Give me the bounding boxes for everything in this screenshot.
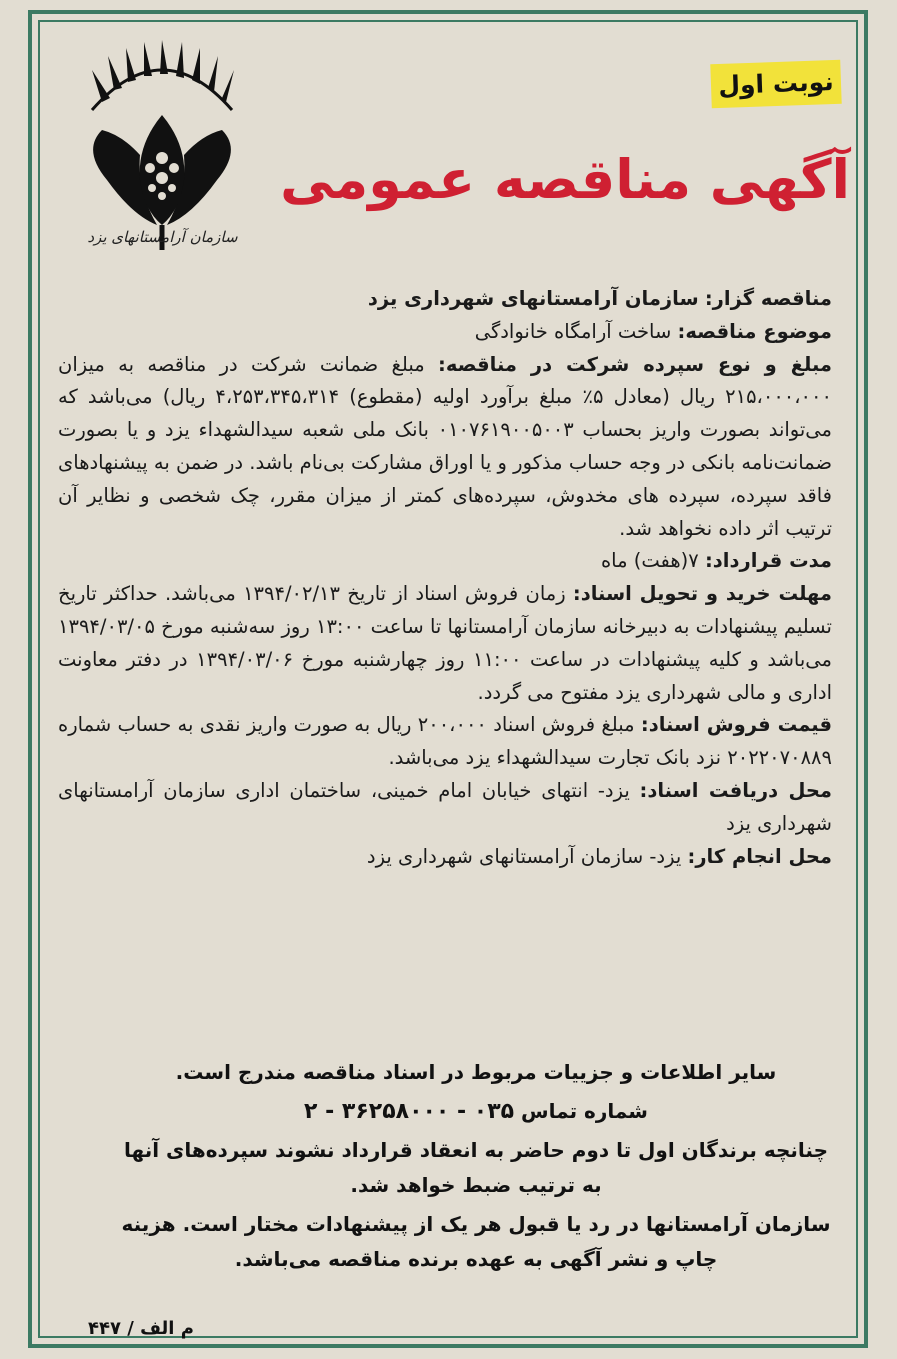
rights-note: سازمان آرامستانها در رد یا قبول هر یک از پیشنهادات مختار است. هزینه چاپ و نشر آگهی به عهده برنده مناقصه می‌باشد. [121,1212,831,1271]
deadline-label: مهلت خرید و تحویل اسناد: [572,582,833,606]
phone-row [120,1094,832,1129]
tenderer-row [58,283,832,316]
receipt-place-label: محل دریافت اسناد: [639,778,832,802]
page-title: آگهی مناقصه عمومی [280,148,850,211]
deadline-value: زمان فروش اسناد از تاریخ ۱۳۹۴/۰۲/۱۳ می‌باشد. حداکثر تاریخ تسلیم پیشنهادات به دبیرخانه سازمان آرامستانها تا ساعت ۱۳:۰۰ روز سه‌شنبه مورخ ۱۳۹۴/۰۳/۰۵ می‌باشد و کلیه پیشنهادات در ساعت ۱۱:۰۰ روز چهارشنبه مورخ ۱۳۹۴/۰۳/۰۶ در دفتر معاونت اداری و مالی شهرداری یزد مفتوح می گردد. [58,582,832,704]
tenderer-label: مناقصه گزار: [704,287,832,310]
receipt-place-row [58,775,832,841]
logo-caption: سازمان آرامستانهای یزد [87,228,238,246]
price-label: قیمت فروش اسناد: [640,713,833,737]
work-place-row [58,841,832,874]
phone-label: شماره تماس [521,1099,648,1123]
guarantee-label: مبلغ و نوع سپرده شرکت در مناقصه: [438,352,833,376]
tender-details [58,283,832,873]
subject-label: موضوع مناقصه: [677,319,832,343]
first-publication-badge [710,60,841,109]
badge-label: نوبت اول [717,66,835,101]
guarantee-value: مبلغ ضمانت شرکت در مناقصه به میزان ۲۱۵،۰۰۰،۰۰۰ ریال (معادل ۵٪ مبلغ برآورد اولیه (مقطوع) ۴،۲۵۳،۳۴۵،۳۱۴ ریال) می‌باشد که می‌تواند بصورت واریز بحساب ۰۱۰۷۶۱۹۰۰۵۰۰۳ بانک ملی شعبه سیدالشهداء یزد و یا بصورت ضمانت‌نامه بانکی در وجه حساب مذکور و یا اوراق مشارکت بی‌نام باشد. در ضمن به پیشنهادهای فاقد سپرده، سپرده های مخدوش، سپرده‌های کمتر از میزان مقرر، چک شخصی و نظایر آن ترتیب اثر داده نخواهد شد. [58,352,832,540]
phone-number: ۲ - ۳۶۲۵۸۰۰۰ - ۰۳۵ [304,1099,515,1124]
work-place-value: یزد- سازمان آرامستانهای شهرداری یزد [366,844,682,868]
duration-label: مدت قرارداد: [704,549,832,573]
subject-row [58,316,832,349]
info-note: سایر اطلاعات و جزییات مربوط در اسناد مناقصه مندرج است. [175,1060,777,1084]
receipt-place-value: یزد- انتهای خیابان امام خمینی، ساختمان اداری سازمان آرامستانهای شهرداری یزد [58,778,832,835]
subject-value: ساخت آرامگاه خانوادگی [474,319,672,343]
winners-note: چنانچه برندگان اول تا دوم حاضر به انعقاد قرارداد نشوند سپرده‌های آنها به ترتیب ضبط خواهد شد. [123,1138,828,1197]
deadline-row [58,578,832,709]
footer-notes [120,1055,832,1281]
work-place-label: محل انجام کار: [687,844,832,868]
duration-value: ۷(هفت) ماه [600,549,699,573]
duration-row [58,545,832,578]
price-value: مبلغ فروش اسناد ۲۰۰،۰۰۰ ریال به صورت واریز نقدی به حساب شماره ۲۰۲۲۰۷۰۸۸۹ نزد بانک تجارت سیدالشهداء یزد می‌باشد. [58,713,832,770]
price-row [58,709,832,775]
reference-code: م الف / ۴۴۷ [88,1318,194,1339]
guarantee-row [58,349,832,546]
tenderer-value: سازمان آرامستانهای شهرداری یزد [367,287,699,310]
